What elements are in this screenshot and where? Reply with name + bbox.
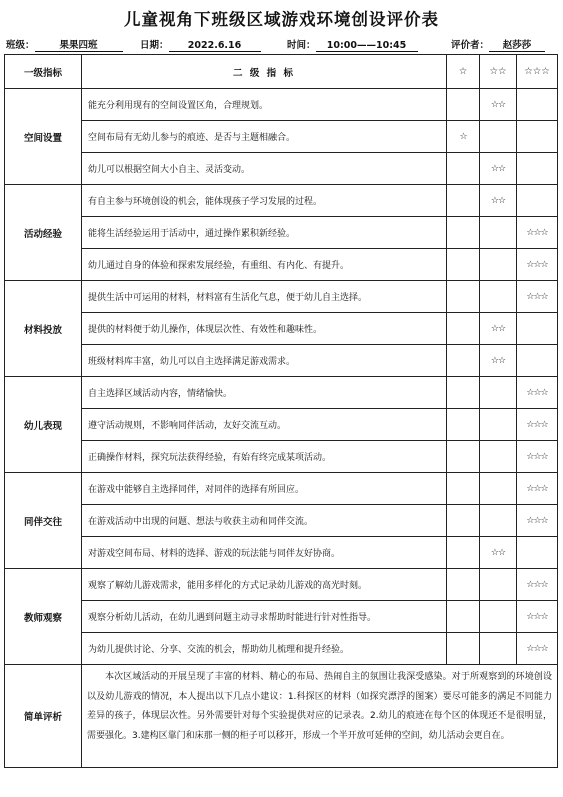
table-row xyxy=(5,441,558,473)
three-star-cell xyxy=(517,185,558,217)
three-star-cell xyxy=(517,121,558,153)
three-star-header: ☆☆☆ xyxy=(517,55,558,89)
three-star-cell: ☆☆☆ xyxy=(517,473,558,505)
indicator-text: 幼儿通过自身的体验和探索发展经验，有重组、有内化、有提升。 xyxy=(82,249,447,281)
three-star-cell: ☆☆☆ xyxy=(517,281,558,313)
three-star-cell: ☆☆☆ xyxy=(517,505,558,537)
two-star-cell: ☆☆ xyxy=(480,345,517,377)
indicator-text: 在游戏活动中出现的问题、想法与收获主动和同伴交流。 xyxy=(82,505,447,537)
table-row xyxy=(5,633,558,665)
table-row xyxy=(5,121,558,153)
indicator-text: 班级材料库丰富，幼儿可以自主选择满足游戏需求。 xyxy=(82,345,447,377)
two-star-cell xyxy=(480,121,517,153)
table-row xyxy=(5,505,558,537)
table-row xyxy=(5,185,558,217)
category-cell: 幼儿表现 xyxy=(5,377,82,473)
table-row xyxy=(5,473,558,505)
three-star-cell xyxy=(517,537,558,569)
class-field xyxy=(6,37,123,52)
one-star-cell xyxy=(447,153,480,185)
date-field xyxy=(140,37,261,52)
one-star-cell xyxy=(447,89,480,121)
two-star-cell xyxy=(480,441,517,473)
page-title: 儿童视角下班级区域游戏环境创设评价表 xyxy=(124,10,439,29)
summary-text: 本次区域活动的开展呈现了丰富的材料、精心的布局、热闹自主的氛围让我深受感染。对于所观察到的环境创设以及幼儿游戏的情况，本人提出以下几点小建议：1.科探区的材料（如探究漂浮的图案）要尽可能多的满足不同能力差异的孩子，体现层次性。另外需要针对每个实验提供对应的记录表。2.幼儿的痕迹在每个区的体现还不是很明显，需要强化。3.建构区靠门和床那一侧的柜子可以移开，形成一个半开放可延伸的空间，幼儿活动会更自在。 xyxy=(82,665,558,768)
table-row xyxy=(5,313,558,345)
one-star-cell xyxy=(447,409,480,441)
date-label: 日期： xyxy=(140,40,169,51)
two-star-cell xyxy=(480,409,517,441)
three-star-cell: ☆☆☆ xyxy=(517,441,558,473)
one-star-cell xyxy=(447,633,480,665)
one-star-cell xyxy=(447,281,480,313)
time-value: 10:00——10:45 xyxy=(316,40,418,52)
two-star-cell xyxy=(480,569,517,601)
evaluator-field xyxy=(451,37,545,52)
evaluation-table xyxy=(4,54,558,768)
three-star-cell: ☆☆☆ xyxy=(517,601,558,633)
one-star-cell xyxy=(447,249,480,281)
one-star-cell xyxy=(447,441,480,473)
indicator-text: 有自主参与环境创设的机会，能体现孩子学习发展的过程。 xyxy=(82,185,447,217)
indicator-text: 观察了解幼儿游戏需求，能用多样化的方式记录幼儿游戏的高光时刻。 xyxy=(82,569,447,601)
one-star-cell xyxy=(447,185,480,217)
indicator-text: 对游戏空间布局、材料的选择、游戏的玩法能与同伴友好协商。 xyxy=(82,537,447,569)
two-star-cell: ☆☆ xyxy=(480,537,517,569)
level1-header: 一级指标 xyxy=(5,55,82,89)
indicator-text: 空间布局有无幼儿参与的痕迹、是否与主题相融合。 xyxy=(82,121,447,153)
class-value: 果果四班 xyxy=(35,40,123,52)
two-star-cell xyxy=(480,473,517,505)
category-cell: 同伴交往 xyxy=(5,473,82,569)
time-field xyxy=(287,37,418,52)
class-label: 班级： xyxy=(6,40,35,51)
indicator-text: 正确操作材料，探究玩法获得经验，有始有终完成某项活动。 xyxy=(82,441,447,473)
table-row xyxy=(5,601,558,633)
two-star-cell xyxy=(480,217,517,249)
one-star-cell xyxy=(447,217,480,249)
table-row xyxy=(5,249,558,281)
indicator-text: 能将生活经验运用于活动中，通过操作累积新经验。 xyxy=(82,217,447,249)
three-star-cell: ☆☆☆ xyxy=(517,377,558,409)
table-row xyxy=(5,153,558,185)
three-star-cell: ☆☆☆ xyxy=(517,249,558,281)
two-star-cell xyxy=(480,601,517,633)
one-star-cell xyxy=(447,601,480,633)
two-star-cell xyxy=(480,633,517,665)
one-star-cell: ☆ xyxy=(447,121,480,153)
one-star-cell xyxy=(447,313,480,345)
two-star-cell xyxy=(480,281,517,313)
date-value: 2022.6.16 xyxy=(169,40,261,52)
indicator-text: 自主选择区域活动内容，情绪愉快。 xyxy=(82,377,447,409)
one-star-cell xyxy=(447,377,480,409)
three-star-cell: ☆☆☆ xyxy=(517,409,558,441)
table-row xyxy=(5,345,558,377)
level2-header: 二 级 指 标 xyxy=(82,55,447,89)
category-cell: 空间设置 xyxy=(5,89,82,185)
two-star-cell xyxy=(480,377,517,409)
summary-row xyxy=(5,665,558,768)
two-star-cell: ☆☆ xyxy=(480,153,517,185)
evaluator-value: 赵莎莎 xyxy=(489,40,545,52)
time-label: 时间： xyxy=(287,40,316,51)
three-star-cell: ☆☆☆ xyxy=(517,633,558,665)
table-row xyxy=(5,409,558,441)
category-cell: 材料投放 xyxy=(5,281,82,377)
two-star-cell: ☆☆ xyxy=(480,89,517,121)
indicator-text: 在游戏中能够自主选择同伴，对同伴的选择有所回应。 xyxy=(82,473,447,505)
two-star-header: ☆☆ xyxy=(480,55,517,89)
indicator-text: 提供的材料便于幼儿操作，体现层次性、有效性和趣味性。 xyxy=(82,313,447,345)
one-star-cell xyxy=(447,505,480,537)
table-row xyxy=(5,89,558,121)
indicator-text: 遵守活动规则，不影响同伴活动，友好交流互动。 xyxy=(82,409,447,441)
indicator-text: 为幼儿提供讨论、分享、交流的机会，帮助幼儿梳理和提升经验。 xyxy=(82,633,447,665)
header-row xyxy=(5,55,558,89)
one-star-cell xyxy=(447,537,480,569)
table-row xyxy=(5,537,558,569)
three-star-cell xyxy=(517,153,558,185)
three-star-cell xyxy=(517,313,558,345)
category-cell: 活动经验 xyxy=(5,185,82,281)
three-star-cell: ☆☆☆ xyxy=(517,569,558,601)
one-star-header: ☆ xyxy=(447,55,480,89)
two-star-cell: ☆☆ xyxy=(480,313,517,345)
table-row xyxy=(5,281,558,313)
evaluator-label: 评价者： xyxy=(451,40,490,51)
indicator-text: 观察分析幼儿活动，在幼儿遇到问题主动寻求帮助时能进行针对性指导。 xyxy=(82,601,447,633)
indicator-text: 能充分利用现有的空间设置区角，合理规划。 xyxy=(82,89,447,121)
three-star-cell xyxy=(517,345,558,377)
two-star-cell xyxy=(480,505,517,537)
table-row xyxy=(5,217,558,249)
table-row xyxy=(5,569,558,601)
indicator-text: 提供生活中可运用的材料，材料富有生活化气息，便于幼儿自主选择。 xyxy=(82,281,447,313)
category-cell: 教师观察 xyxy=(5,569,82,665)
indicator-text: 幼儿可以根据空间大小自主、灵活变动。 xyxy=(82,153,447,185)
table-row xyxy=(5,377,558,409)
one-star-cell xyxy=(447,345,480,377)
two-star-cell: ☆☆ xyxy=(480,185,517,217)
one-star-cell xyxy=(447,473,480,505)
summary-label: 简单评析 xyxy=(5,665,82,768)
three-star-cell: ☆☆☆ xyxy=(517,217,558,249)
one-star-cell xyxy=(447,569,480,601)
three-star-cell xyxy=(517,89,558,121)
two-star-cell xyxy=(480,249,517,281)
